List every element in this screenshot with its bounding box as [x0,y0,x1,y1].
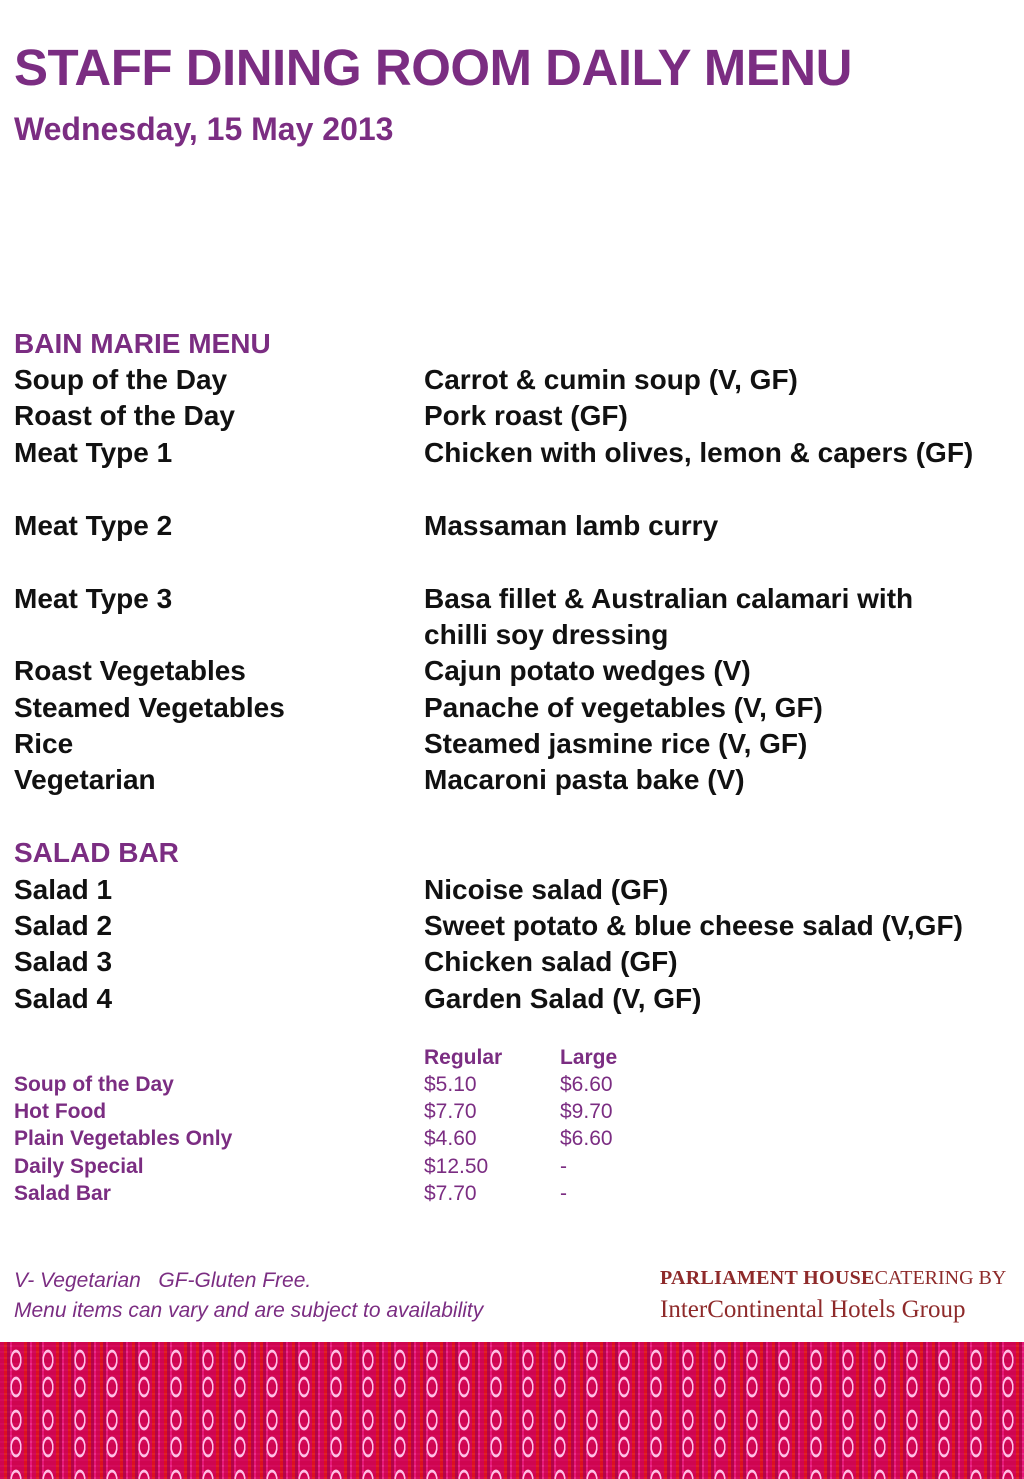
salad-row [14,944,1024,981]
price-column-large: Large [560,1046,618,1069]
price-row [14,1153,814,1180]
price-row [14,1125,814,1152]
price-large: $6.60 [560,1127,613,1150]
menu-row-dish: Massaman lamb curry [424,510,719,541]
salad-row-dish: Sweet potato & blue cheese salad (V,GF) [424,910,963,941]
salad-row-label: Salad 3 [14,946,113,977]
price-regular: $7.70 [424,1100,477,1123]
menu-row [14,435,1024,472]
page-title: STAFF DINING ROOM DAILY MENU [14,39,852,96]
price-row-label: Salad Bar [14,1182,111,1205]
menu-row [14,362,1024,399]
menu-row-dish: Carrot & cumin soup (V, GF) [424,364,798,395]
salad-row-dish: Garden Salad (V, GF) [424,983,702,1014]
price-large: $9.70 [560,1100,613,1123]
catering-logo [660,1264,1020,1328]
bain-marie-heading: BAIN MARIE MENU [14,328,271,359]
price-row-label: Soup of the Day [14,1073,174,1096]
price-large: $6.60 [560,1073,613,1096]
menu-row-label: Meat Type 1 [14,437,173,468]
menu-row [14,653,1024,690]
price-table-header [14,1044,814,1071]
decorative-pattern-band [0,1342,1024,1479]
menu-row-label: Steamed Vegetables [14,692,285,723]
menu-row-dish: Cajun potato wedges (V) [424,655,751,686]
price-regular: $5.10 [424,1073,477,1096]
price-large: - [560,1182,567,1205]
logo-line-1 [660,1264,1020,1292]
price-large: - [560,1155,567,1178]
price-row [14,1071,814,1098]
salad-row-label: Salad 4 [14,983,113,1014]
menu-row-label: Meat Type 2 [14,510,173,541]
price-row-label: Daily Special [14,1155,144,1178]
logo-parliament-house: PARLIAMENT HOUSE [660,1267,875,1289]
menu-row-label: Roast Vegetables [14,655,246,686]
salad-row [14,981,1024,1018]
menu-row-dish: Panache of vegetables (V, GF) [424,692,823,723]
price-column-regular: Regular [424,1046,503,1069]
price-row [14,1098,814,1125]
price-regular: $4.60 [424,1127,477,1150]
menu-date: Wednesday, 15 May 2013 [14,111,394,147]
price-regular: $12.50 [424,1155,489,1178]
menu-row-label: Rice [14,728,74,759]
availability-note: Menu items can vary and are subject to availability [14,1299,484,1322]
logo-ihg: InterContinental Hotels Group [660,1296,966,1323]
salad-row-dish: Chicken salad (GF) [424,946,678,977]
price-row [14,1180,814,1207]
price-regular: $7.70 [424,1182,477,1205]
salad-row-label: Salad 1 [14,874,113,905]
menu-row-continuation [14,617,1024,654]
menu-row [14,726,1024,763]
salad-row-dish: Nicoise salad (GF) [424,874,669,905]
menu-row-dish: Pork roast (GF) [424,400,628,431]
salad-bar-heading: SALAD BAR [14,837,179,868]
menu-row-dish: Chicken with olives, lemon & capers (GF) [424,437,974,468]
price-row-label: Plain Vegetables Only [14,1127,233,1150]
menu-row-dish: Macaroni pasta bake (V) [424,764,745,795]
menu-row-dish: Basa fillet & Australian calamari with [424,583,914,614]
menu-row-label: Soup of the Day [14,364,228,395]
menu-row [14,762,1024,799]
salad-row [14,908,1024,945]
menu-row-dish-line2: chilli soy dressing [424,619,669,650]
salad-row [14,872,1024,909]
menu-row-label: Vegetarian [14,764,156,795]
dietary-legend: V- Vegetarian GF-Gluten Free. [14,1269,312,1292]
menu-row-label: Meat Type 3 [14,583,173,614]
menu-row [14,508,1024,545]
menu-row [14,581,1024,618]
menu-row-label: Roast of the Day [14,400,235,431]
salad-row-label: Salad 2 [14,910,113,941]
menu-row [14,398,1024,435]
logo-catering-by: CATERING BY [874,1267,1007,1289]
price-row-label: Hot Food [14,1100,107,1123]
menu-row [14,690,1024,727]
footnotes [14,1266,483,1326]
menu-row-dish: Steamed jasmine rice (V, GF) [424,728,808,759]
